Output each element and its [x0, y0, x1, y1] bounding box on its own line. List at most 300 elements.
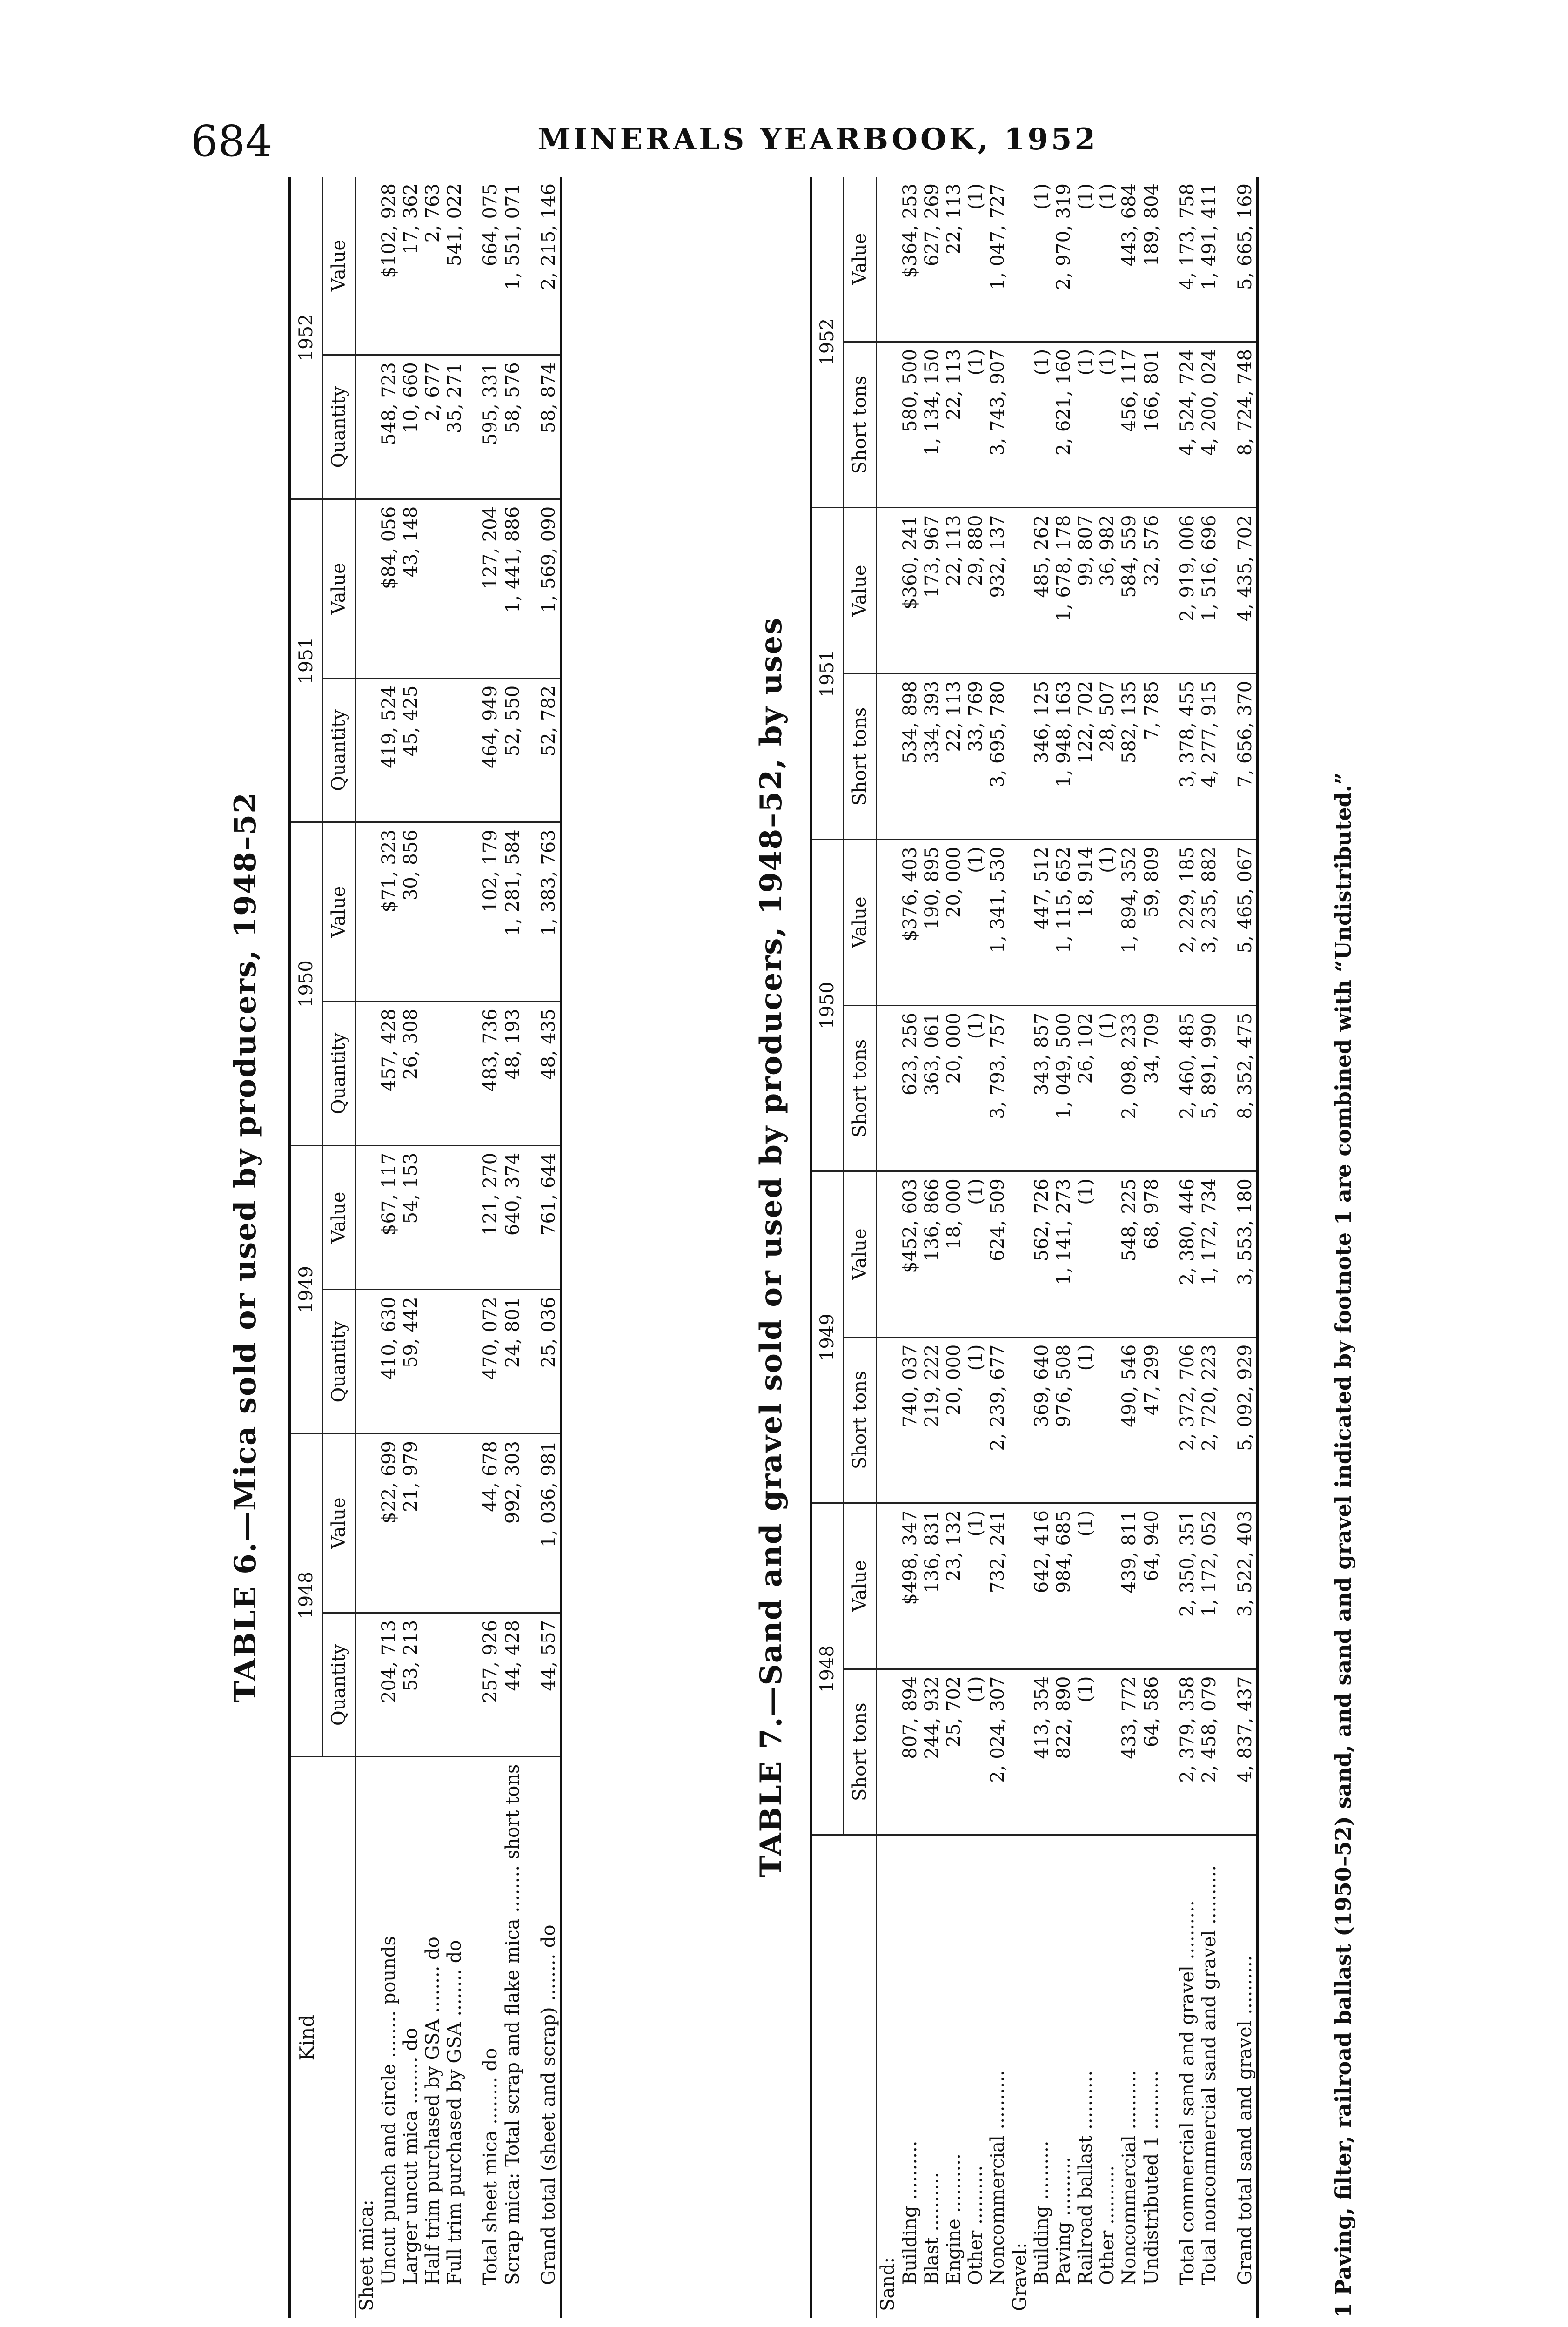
row-label-text: Total commercial sand and gravel	[1176, 1965, 1198, 2285]
table-cell	[1009, 342, 1031, 507]
table-cell: 29, 880	[965, 508, 987, 673]
table-cell: 4, 173, 758	[1177, 177, 1199, 342]
table-cell: 59, 442	[400, 1290, 422, 1434]
table-cell: 584, 559	[1119, 508, 1140, 673]
row-label-text: Full trim purchased by GSA	[444, 2022, 466, 2285]
table-cell: 623, 256	[899, 1005, 921, 1171]
table-row	[1053, 177, 1075, 2318]
row-spacer	[1163, 177, 1177, 2318]
leader-dots: ..........	[1075, 2070, 1097, 2136]
table-cell: 490, 546	[1119, 1337, 1140, 1503]
table-cell: 2, 350, 351	[1177, 1503, 1199, 1669]
table-cell: 58, 874	[538, 355, 561, 499]
table6-subheader: Value	[323, 177, 355, 355]
row-label	[1234, 1835, 1258, 2318]
row-spacer	[466, 177, 480, 2318]
table-cell	[422, 1145, 444, 1290]
table-cell: 2, 970, 319	[1053, 177, 1075, 342]
table-cell	[422, 1613, 444, 1757]
table-row	[378, 177, 400, 2318]
table-cell: (1)	[965, 342, 987, 507]
table-cell: 33, 769	[965, 673, 987, 839]
table-cell: 642, 416	[1031, 1503, 1053, 1669]
table-cell	[422, 822, 444, 1002]
table-row	[1075, 177, 1097, 2318]
table-cell: 664, 075	[480, 177, 502, 355]
row-unit: ........ do	[422, 1937, 443, 2019]
table-cell: 35, 271	[444, 355, 466, 499]
row-label-text: Larger uncut mica	[400, 2110, 422, 2285]
table-row	[1031, 177, 1053, 2318]
table-cell	[444, 499, 466, 678]
table-cell: 822, 890	[1053, 1669, 1075, 1835]
leader-dots: ..........	[943, 2153, 965, 2219]
table-cell: $102, 928	[378, 177, 400, 355]
table-cell: $452, 603	[899, 1171, 921, 1337]
table-row	[1141, 177, 1163, 2318]
table7-body	[877, 177, 1258, 2318]
table-cell: 1, 894, 352	[1119, 840, 1140, 1005]
row-label	[502, 1757, 524, 2318]
table7-year: 1950	[811, 840, 844, 1171]
table-cell: 102, 179	[480, 822, 502, 1002]
table6-subheader: Quantity	[323, 678, 355, 822]
leader-dots: ..........	[965, 2165, 987, 2231]
table-cell: 244, 932	[921, 1669, 943, 1835]
table-cell: 1, 441, 886	[502, 499, 524, 678]
table-cell: 26, 308	[400, 1002, 422, 1146]
table-cell: 433, 772	[1119, 1669, 1140, 1835]
table-cell: (1)	[965, 840, 987, 1005]
row-label-text: Building	[1031, 2206, 1052, 2285]
table7-subheader: Value	[844, 1503, 877, 1669]
table6-body	[355, 177, 561, 2318]
table6-subheader: Value	[323, 499, 355, 678]
leader-dots: ..........	[1199, 1865, 1220, 1930]
table-cell: 8, 724, 748	[1234, 342, 1258, 507]
row-label	[378, 1757, 400, 2318]
table-cell	[355, 355, 378, 499]
table-cell	[355, 1145, 378, 1290]
table-cell: 3, 553, 180	[1234, 1171, 1258, 1337]
table-cell: 136, 831	[921, 1503, 943, 1669]
row-label	[1199, 1835, 1220, 2318]
row-unit: ........ do	[537, 1924, 559, 2007]
table-cell: (1)	[1097, 177, 1119, 342]
table-cell: 189, 804	[1141, 177, 1163, 342]
row-label-text: Noncommercial	[1119, 2135, 1140, 2285]
table-row	[355, 177, 378, 2318]
table-cell: 4, 435, 702	[1234, 508, 1258, 673]
table-cell: (1)	[1031, 342, 1053, 507]
row-label	[422, 1757, 444, 2318]
table-row	[1009, 177, 1031, 2318]
rotated-tables	[195, 177, 1387, 2318]
table7-subheader: Short tons	[844, 1669, 877, 1835]
row-label-text: Scrap mica: Total scrap and flake mica	[502, 1918, 523, 2285]
table-cell	[422, 499, 444, 678]
table-cell: 24, 801	[502, 1290, 524, 1434]
table-cell: (1)	[1075, 1337, 1097, 1503]
table-cell: 1, 491, 411	[1199, 177, 1220, 342]
table-cell	[1009, 840, 1031, 1005]
row-unit: ........ do	[480, 2048, 502, 2131]
table-cell: 2, 372, 706	[1177, 1337, 1199, 1503]
table-cell: 3, 522, 403	[1234, 1503, 1258, 1669]
table6-year: 1951	[290, 499, 323, 822]
table-cell: $71, 323	[378, 822, 400, 1002]
leader-dots: ..........	[1140, 2070, 1162, 2136]
table7-year: 1949	[811, 1171, 844, 1503]
row-label	[899, 1835, 921, 2318]
table-cell: 22, 113	[943, 508, 965, 673]
table-row	[480, 177, 502, 2318]
table-cell: 1, 172, 734	[1199, 1171, 1220, 1337]
table6-year: 1949	[290, 1145, 323, 1433]
row-label	[1119, 1835, 1140, 2318]
table-cell: 1, 172, 052	[1199, 1503, 1220, 1669]
table-cell: $364, 253	[899, 177, 921, 342]
table-cell: (1)	[1075, 177, 1097, 342]
table-cell: 470, 072	[480, 1290, 502, 1434]
table6-title: TABLE 6.—Mica sold or used by producers, 1948–52	[228, 792, 263, 1703]
table-row	[965, 177, 987, 2318]
table-cell: (1)	[965, 1669, 987, 1835]
table-cell: 44, 678	[480, 1434, 502, 1613]
leader-dots: ..........	[1119, 2070, 1140, 2136]
row-label-text: Other	[965, 2230, 987, 2285]
table-cell	[1009, 1005, 1031, 1171]
table-cell: 485, 262	[1031, 508, 1053, 673]
table-cell	[444, 1613, 466, 1757]
table6-year: 1948	[290, 1434, 323, 1757]
table6-subheader: Value	[323, 1434, 355, 1613]
table-cell	[1009, 177, 1031, 342]
row-label-text: Noncommercial	[987, 2135, 1009, 2285]
table7	[810, 177, 1259, 2318]
leader-dots: ..........	[1176, 1900, 1198, 1966]
table7-subheader: Value	[844, 1171, 877, 1337]
table-cell: 582, 135	[1119, 673, 1140, 839]
table-cell: 346, 125	[1031, 673, 1053, 839]
table-cell: 21, 979	[400, 1434, 422, 1613]
table-cell: 443, 684	[1119, 177, 1140, 342]
table-cell: 627, 269	[921, 177, 943, 342]
table-cell: 439, 811	[1119, 1503, 1140, 1669]
row-label-text: Total noncommercial sand and gravel	[1199, 1930, 1220, 2285]
table-row	[422, 177, 444, 2318]
table-cell: 64, 586	[1141, 1669, 1163, 1835]
table-cell	[444, 1002, 466, 1146]
table-cell: 976, 508	[1053, 1337, 1075, 1503]
table-row	[502, 177, 524, 2318]
table-cell: 464, 949	[480, 678, 502, 822]
table-cell: 36, 982	[1097, 508, 1119, 673]
table-cell	[355, 1434, 378, 1613]
table-cell: 761, 644	[538, 1145, 561, 1290]
table-cell: 410, 630	[378, 1290, 400, 1434]
table-cell: 44, 428	[502, 1613, 524, 1757]
row-label-text: Paving	[1052, 2222, 1074, 2285]
table-cell	[444, 822, 466, 1002]
row-label-text: Undistributed 1	[1140, 2135, 1162, 2285]
table-cell: 3, 743, 907	[987, 342, 1009, 507]
table-row	[1119, 177, 1140, 2318]
row-label	[400, 1757, 422, 2318]
table-cell: 732, 241	[987, 1503, 1009, 1669]
table-cell: 624, 509	[987, 1171, 1009, 1337]
page-header	[0, 0, 1568, 195]
table-cell	[1009, 1171, 1031, 1337]
table-cell: 2, 379, 358	[1177, 1669, 1199, 1835]
table-cell: 23, 132	[943, 1503, 965, 1669]
row-label	[1177, 1835, 1199, 2318]
table-cell: 47, 299	[1141, 1337, 1163, 1503]
leader-dots: ..........	[1097, 2165, 1119, 2231]
table-row	[1097, 177, 1119, 2318]
table-cell: 190, 895	[921, 840, 943, 1005]
row-label-text: Engine	[943, 2219, 965, 2285]
table-cell	[1097, 1503, 1119, 1669]
row-label	[1075, 1835, 1097, 2318]
table-cell: 992, 303	[502, 1434, 524, 1613]
table-cell: 2, 024, 307	[987, 1669, 1009, 1835]
table7-subheader: Short tons	[844, 1337, 877, 1503]
table-cell: 44, 557	[538, 1613, 561, 1757]
table-cell: 17, 362	[400, 177, 422, 355]
table-cell: 18, 000	[943, 1171, 965, 1337]
table-cell: 5, 465, 067	[1234, 840, 1258, 1005]
table-cell: 22, 113	[943, 342, 965, 507]
row-label	[1097, 1835, 1119, 2318]
table-cell: (1)	[1097, 1005, 1119, 1171]
table-cell: 34, 709	[1141, 1005, 1163, 1171]
table-cell: (1)	[1031, 177, 1053, 342]
leader-dots: ..........	[899, 2140, 921, 2206]
table-cell: 4, 837, 437	[1234, 1669, 1258, 1835]
page-number: 684	[191, 116, 273, 166]
table-cell: 4, 200, 024	[1199, 342, 1220, 507]
table-cell: 2, 098, 233	[1119, 1005, 1140, 1171]
table-row	[899, 177, 921, 2318]
table-cell	[1009, 1337, 1031, 1503]
table6-subheader: Value	[323, 822, 355, 1002]
table-cell: 932, 137	[987, 508, 1009, 673]
table-cell: 52, 782	[538, 678, 561, 822]
table-row	[1199, 177, 1220, 2318]
table-cell: 457, 428	[378, 1002, 400, 1146]
table6-subheader: Value	[323, 1145, 355, 1290]
table-row	[943, 177, 965, 2318]
table-cell: 334, 393	[921, 673, 943, 839]
table-cell: 2, 919, 006	[1177, 508, 1199, 673]
table-cell: (1)	[965, 1005, 987, 1171]
table-cell	[444, 1434, 466, 1613]
leader-dots: ..........	[1052, 2157, 1074, 2222]
row-label	[877, 1835, 899, 2318]
table-cell: 447, 512	[1031, 840, 1053, 1005]
table-cell: 25, 036	[538, 1290, 561, 1434]
table7-subheader: Value	[844, 840, 877, 1005]
table-cell: 4, 524, 724	[1177, 342, 1199, 507]
table-row	[921, 177, 943, 2318]
table-cell: (1)	[1075, 1503, 1097, 1669]
table-cell: 7, 785	[1141, 673, 1163, 839]
table-cell: 2, 621, 160	[1053, 342, 1075, 507]
table-cell	[355, 1002, 378, 1146]
row-unit: ........ do	[400, 2028, 422, 2110]
table-cell: 1, 341, 530	[987, 840, 1009, 1005]
table-cell: 59, 809	[1141, 840, 1163, 1005]
leader-dots: ..........	[1031, 2140, 1052, 2206]
row-label-text: Total sheet mica	[480, 2130, 502, 2285]
row-label	[965, 1835, 987, 2318]
row-label	[943, 1835, 965, 2318]
table-cell: 257, 926	[480, 1613, 502, 1757]
row-label-text: Blast	[921, 2237, 943, 2285]
row-label	[1031, 1835, 1053, 2318]
table-cell: (1)	[1097, 342, 1119, 507]
table-cell: 562, 726	[1031, 1171, 1053, 1337]
table-cell	[355, 1290, 378, 1434]
table-cell	[355, 1613, 378, 1757]
table-cell: 30, 856	[400, 822, 422, 1002]
table-cell: 640, 374	[502, 1145, 524, 1290]
table-cell: 3, 695, 780	[987, 673, 1009, 839]
table-cell: 1, 047, 727	[987, 177, 1009, 342]
table-cell: 136, 866	[921, 1171, 943, 1337]
table-row	[1177, 177, 1199, 2318]
table-cell: 204, 713	[378, 1613, 400, 1757]
table7-year: 1951	[811, 508, 844, 840]
table-cell	[422, 1434, 444, 1613]
table-cell	[877, 840, 899, 1005]
table-cell: 541, 022	[444, 177, 466, 355]
table6-kind-header: Kind	[290, 1757, 355, 2318]
table-cell: 54, 153	[400, 1145, 422, 1290]
footnote: 1 Paving, filter, railroad ballast (1950–52) sand, and sand and gravel indicated by footnote 1 are combined with “Undistributed.”	[1331, 772, 1356, 2318]
table-cell	[877, 342, 899, 507]
table-cell: (1)	[1075, 1171, 1097, 1337]
row-unit: ........ do	[444, 1940, 466, 2023]
table6-subheader: Quantity	[323, 1002, 355, 1146]
table-cell: 53, 213	[400, 1613, 422, 1757]
table-cell: (1)	[965, 1337, 987, 1503]
table-row	[877, 177, 899, 2318]
table6-year: 1950	[290, 822, 323, 1146]
table-cell: 2, 380, 446	[1177, 1171, 1199, 1337]
table-cell: 20, 000	[943, 840, 965, 1005]
table-cell	[877, 1337, 899, 1503]
table-cell	[355, 177, 378, 355]
table-cell	[1097, 1337, 1119, 1503]
table-cell: 1, 281, 584	[502, 822, 524, 1002]
table-cell: 121, 270	[480, 1145, 502, 1290]
table-cell: 2, 460, 485	[1177, 1005, 1199, 1171]
table-cell: 20, 000	[943, 1005, 965, 1171]
table-cell: 3, 378, 455	[1177, 673, 1199, 839]
table-cell: 1, 383, 763	[538, 822, 561, 1002]
table-cell	[422, 1290, 444, 1434]
table-cell: (1)	[1075, 342, 1097, 507]
table-cell: (1)	[965, 1171, 987, 1337]
table-cell: 5, 092, 929	[1234, 1337, 1258, 1503]
table-cell: (1)	[1075, 1669, 1097, 1835]
table7-subheader: Value	[844, 177, 877, 342]
table-cell	[422, 678, 444, 822]
table-cell: 45, 425	[400, 678, 422, 822]
table7-kind-header	[811, 1835, 877, 2318]
table7-year: 1952	[811, 177, 844, 508]
table-cell: 419, 524	[378, 678, 400, 822]
row-spacer	[1220, 177, 1234, 2318]
table-cell: 534, 898	[899, 673, 921, 839]
row-unit: ........ short tons	[502, 1764, 523, 1919]
table-cell: 363, 061	[921, 1005, 943, 1171]
row-unit: ........ pounds	[378, 1936, 400, 2064]
table-cell	[355, 678, 378, 822]
table-cell: 1, 115, 652	[1053, 840, 1075, 1005]
table-cell: 548, 723	[378, 355, 400, 499]
table-cell: 984, 685	[1053, 1503, 1075, 1669]
table-cell: 2, 458, 079	[1199, 1669, 1220, 1835]
table-cell: 10, 660	[400, 355, 422, 499]
table-cell: 1, 134, 150	[921, 342, 943, 507]
row-label	[1009, 1835, 1031, 2318]
table-cell: 807, 894	[899, 1669, 921, 1835]
table6-subheader: Quantity	[323, 1290, 355, 1434]
table-cell: $376, 403	[899, 840, 921, 1005]
table-cell: 1, 141, 273	[1053, 1171, 1075, 1337]
table-cell: 68, 978	[1141, 1171, 1163, 1337]
table-cell: 1, 036, 981	[538, 1434, 561, 1613]
row-label	[1053, 1835, 1075, 2318]
table-cell: 1, 948, 163	[1053, 673, 1075, 839]
row-spacer	[524, 177, 538, 2318]
table-cell: 2, 239, 677	[987, 1337, 1009, 1503]
table-cell	[877, 508, 899, 673]
table-cell: 48, 193	[502, 1002, 524, 1146]
table7-subheader: Short tons	[844, 1005, 877, 1171]
table7-subheader: Value	[844, 508, 877, 673]
table-cell	[1009, 1503, 1031, 1669]
row-label-text: Half trim purchased by GSA	[422, 2019, 443, 2285]
table-cell	[1097, 1171, 1119, 1337]
table-cell: 58, 576	[502, 355, 524, 499]
table-cell: 28, 507	[1097, 673, 1119, 839]
table-cell	[1009, 1669, 1031, 1835]
table6-subheader: Quantity	[323, 1613, 355, 1757]
table-cell: 4, 277, 915	[1199, 673, 1220, 839]
table-cell	[355, 499, 378, 678]
table-cell	[1009, 673, 1031, 839]
table-cell: 173, 967	[921, 508, 943, 673]
table-cell: 369, 640	[1031, 1337, 1053, 1503]
table-cell: 166, 801	[1141, 342, 1163, 507]
row-label	[1141, 1835, 1163, 2318]
table-cell: 7, 656, 370	[1234, 673, 1258, 839]
row-label	[355, 1757, 378, 2318]
table-cell: 5, 891, 990	[1199, 1005, 1220, 1171]
table-cell: 122, 702	[1075, 673, 1097, 839]
running-title: MINERALS YEARBOOK, 1952	[537, 122, 1098, 157]
table-cell	[444, 678, 466, 822]
table-cell: 18, 914	[1075, 840, 1097, 1005]
table-cell	[355, 822, 378, 1002]
table-cell: $67, 117	[378, 1145, 400, 1290]
table7-year: 1948	[811, 1503, 844, 1835]
table-cell: (1)	[965, 1503, 987, 1669]
